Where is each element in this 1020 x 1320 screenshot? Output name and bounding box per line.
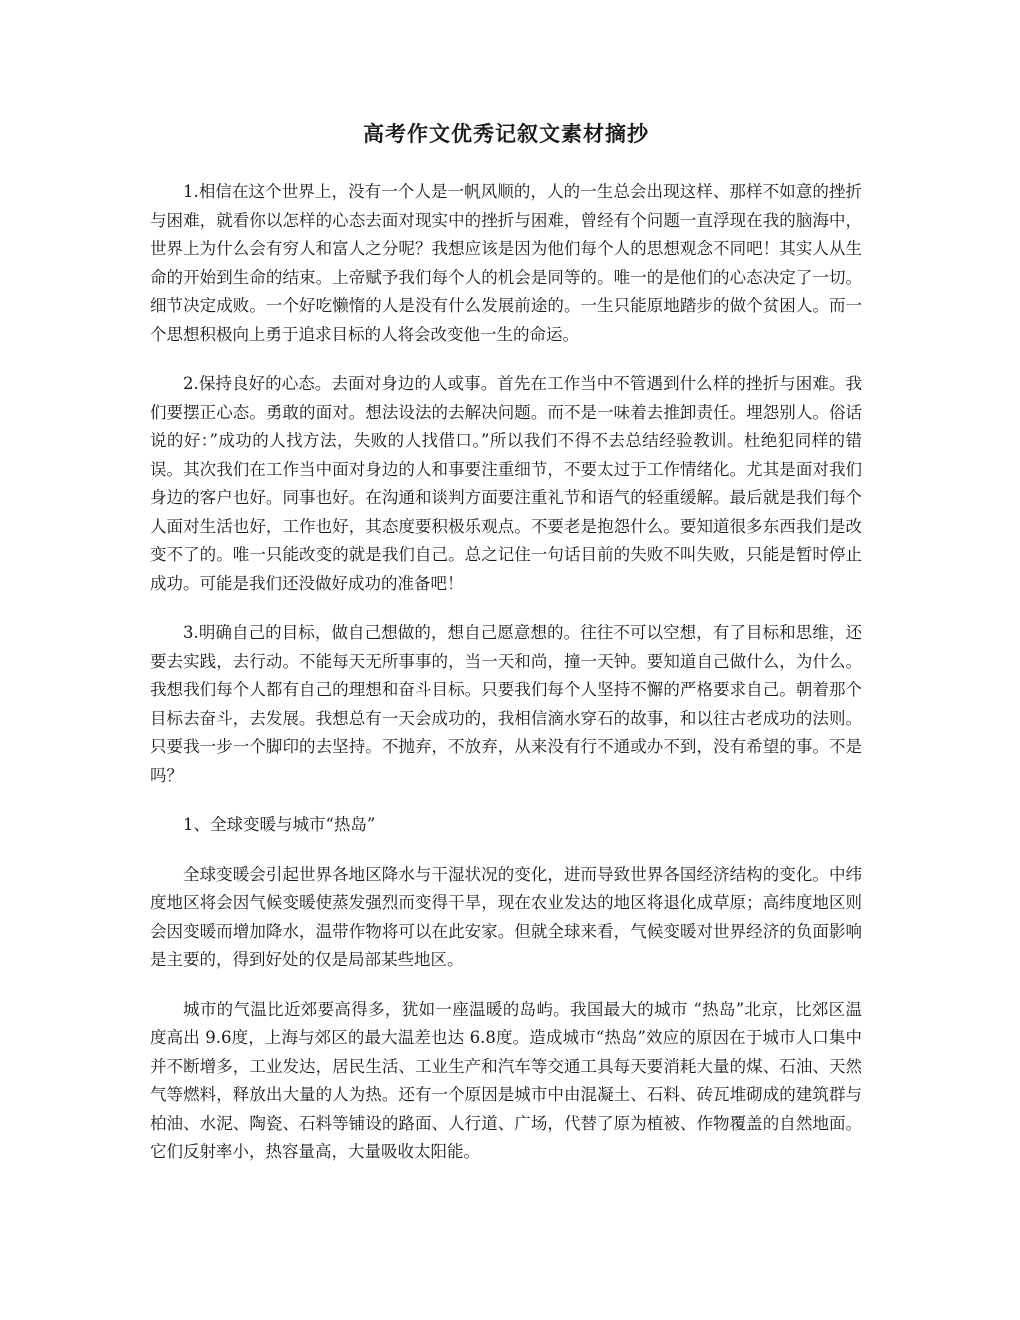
paragraph-5: 城市的气温比近郊要高得多，犹如一座温暖的岛屿。我国最大的城市 “热岛”北京，比郊区温度高出 9.6度，上海与郊区的最大温差也达 6.8度。造成城市“热岛”效应的原因在于城市人口集中并不断增多，工业发达，居民生活、工业生产和汽车等交通工具每天要消耗大量的煤、石油、天然气等燃料，释放出大量的人为热。还有一个原因是城市中由混凝土、石料、砖瓦堆砌成的建筑群与柏油、水泥、陶瓷、石料等铺设的路面、人行道、广场，代替了原为植被、作物覆盖的自然地面。它们反射率小，热容量高，大量吸收太阳能。 [150,999,862,1161]
paragraph-4: 全球变暖会引起世界各地区降水与干湿状况的变化，进而导致世界各国经济结构的变化。中纬度地区将会因气候变暖使蒸发强烈而变得干旱，现在农业发达的地区将退化成草原；高纬度地区则会因变暖而增加降水，温带作物将可以在此安家。但就全球来看，气候变暖对世界经济的负面影响是主要的，得到好处的仅是局部某些地区。 [150,864,862,969]
paragraph-1: 1.相信在这个世界上，没有一个人是一帆风顺的，人的一生总会出现这样、那样不如意的挫折与困难，就看你以怎样的心态去面对现实中的挫折与困难，曾经有个问题一直浮现在我的脑海中，世界上为什么会有穷人和富人之分呢？我想应该是因为他们每个人的思想观念不同吧！其实人从生命的开始到生命的结束。上帝赋予我们每个人的机会是同等的。唯一的是他们的心态决定了一切。细节决定成败。一个好吃懒惰的人是没有什么发展前途的。一生只能原地踏步的做个贫困人。而一个思想积极向上勇于追求目标的人将会改变他一生的命运。 [150,182,862,344]
section-heading: 1、全球变暖与城市“热岛” [183,815,376,834]
document-page [150,118,862,1188]
document-title: 高考作文优秀记叙文素材摘抄 [363,121,649,146]
paragraph-3: 3.明确自己的目标，做自己想做的，想自己愿意想的。往往不可以空想，有了目标和思维，还要去实践，去行动。不能每天无所事事的，当一天和尚，撞一天钟。要知道自己做什么，为什么。我想我们每个人都有自己的理想和奋斗目标。只要我们每个人坚持不懈的严格要求自己。朝着那个目标去奋斗，去发展。我想总有一天会成功的，我相信滴水穿石的故事，和以往古老成功的法则。只要我一步一个脚印的去坚持。不抛弃，不放弃，从来没有行不通或办不到，没有希望的事。不是吗？ [150,623,862,785]
paragraph-2: 2.保持良好的心态。去面对身边的人或事。首先在工作当中不管遇到什么样的挫折与困难。我们要摆正心态。勇敢的面对。想法设法的去解决问题。而不是一味着去推卸责任。埋怨别人。俗话说的好：”成功的人找方法，失败的人找借口。”所以我们不得不去总结经验教训。杜绝犯同样的错误。其次我们在工作当中面对身边的人和事要注重细节，不要太过于工作情绪化。尤其是面对我们身边的客户也好。同事也好。在沟通和谈判方面要注重礼节和语气的轻重缓解。最后就是我们每个人面对生活也好，工作也好，其态度要积极乐观点。不要老是抱怨什么。要知道很多东西我们是改变不了的。唯一只能改变的就是我们自己。总之记住一句话目前的失败不叫失败，只能是暂时停止成功。可能是我们还没做好成功的准备吧！ [150,374,862,593]
